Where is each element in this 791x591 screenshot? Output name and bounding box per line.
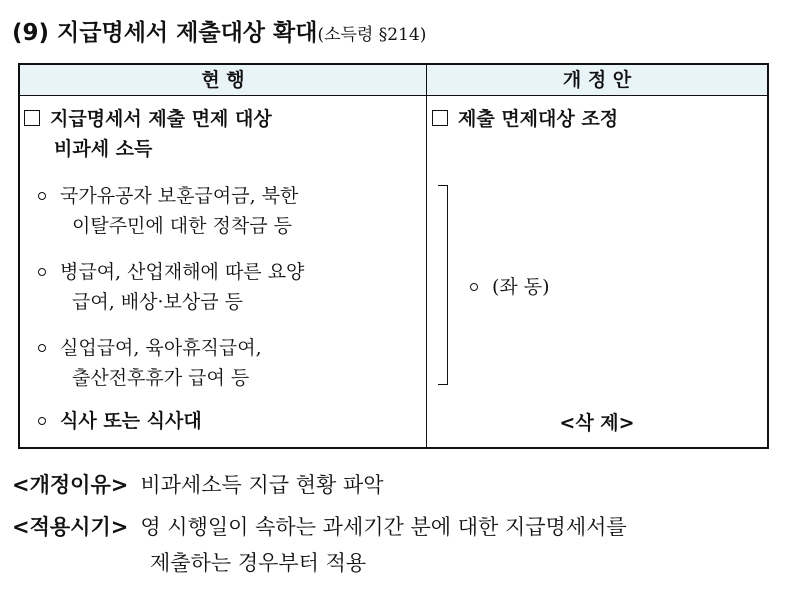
title-sub: (소득령 §214) xyxy=(317,25,427,45)
circle-bullet-icon xyxy=(38,268,46,276)
apply-note-continued xyxy=(150,545,366,581)
current-section-heading: 지급명세서 제출 면제 대상 xyxy=(24,105,272,133)
proposed-section-heading: 제출 면제대상 조정 xyxy=(432,105,618,133)
circle-bullet-icon xyxy=(38,417,46,425)
table-header xyxy=(20,65,767,96)
checkbox-square-icon xyxy=(432,110,448,126)
reason-text: 비과세소득 지급 현황 파악 xyxy=(140,473,384,497)
circle-bullet-icon xyxy=(38,344,46,352)
apply-text-line2: 제출하는 경우부터 적용 xyxy=(150,551,367,575)
delete-text: <삭 제> xyxy=(559,412,635,434)
header-proposed: 개 정 안 xyxy=(562,69,632,91)
checkbox-square-icon xyxy=(24,110,40,126)
same-as-left-text: (좌 동) xyxy=(470,272,550,299)
page-title xyxy=(12,14,426,47)
current-section-subheading: 비과세 소득 xyxy=(54,138,153,160)
apply-text-line1: 영 시행일이 속하는 과세기간 분에 대한 지급명세서를 xyxy=(140,515,627,539)
list-item: 병급여, 산업재해에 따른 요양 급여, 배상·보상금 등 xyxy=(38,257,304,317)
header-current: 현 행 xyxy=(201,69,245,91)
circle-bullet-icon xyxy=(38,192,46,200)
list-item: 국가유공자 보훈급여금, 북한 이탈주민에 대한 정착금 등 xyxy=(38,181,298,241)
reason-note xyxy=(12,467,384,503)
list-item-last: 식사 또는 식사대 xyxy=(38,406,202,436)
circle-bullet-icon xyxy=(470,283,478,291)
apply-note xyxy=(12,509,627,545)
list-item: 실업급여, 육아휴직급여, 출산전후휴가 급여 등 xyxy=(38,333,262,393)
bracket-icon xyxy=(438,185,448,385)
comparison-table xyxy=(18,63,769,449)
reason-label: <개정이유> xyxy=(12,473,129,497)
column-divider xyxy=(426,65,427,447)
apply-label: <적용시기> xyxy=(12,515,129,539)
title-main: (9) 지급명세서 제출대상 확대 xyxy=(12,20,318,46)
